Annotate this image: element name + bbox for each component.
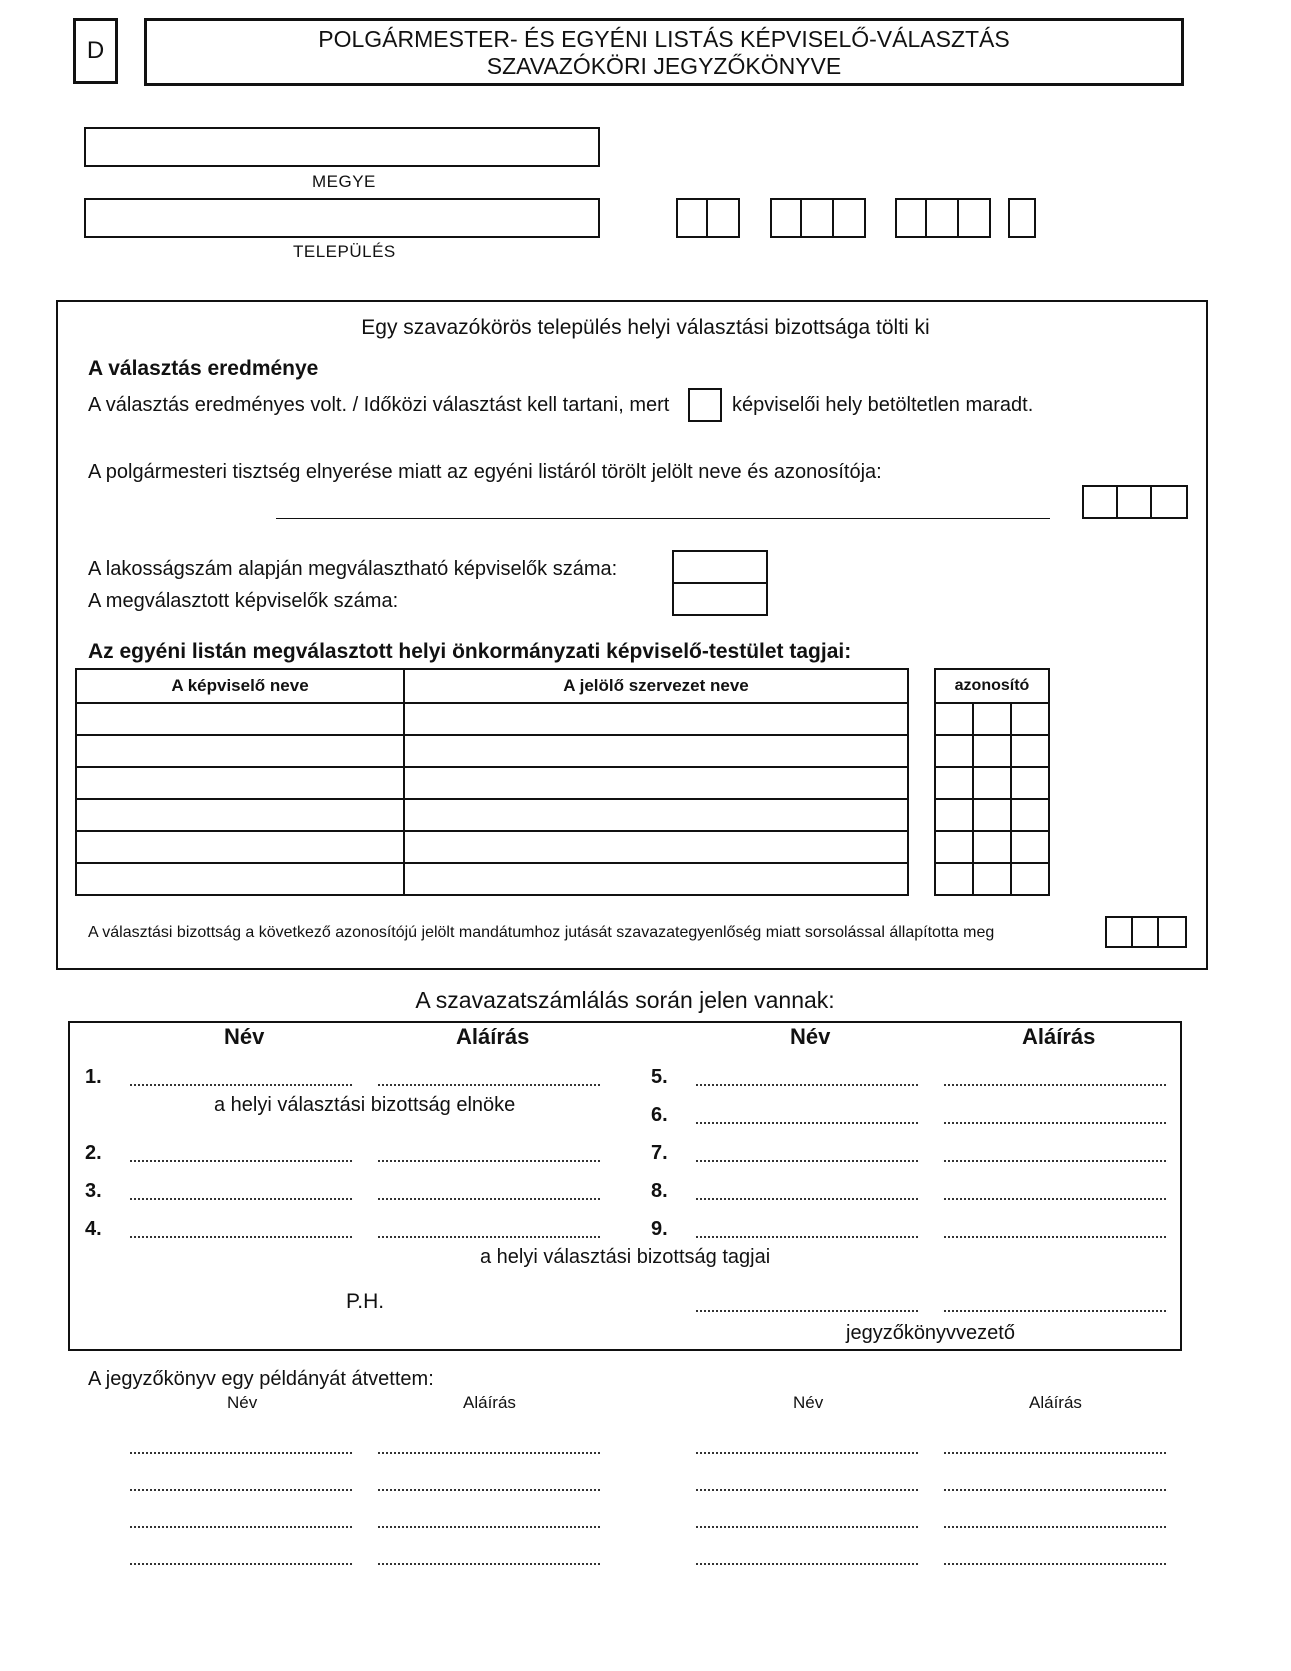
title-line-2: SZAVAZÓKÖRI JEGYZŐKÖNYVE [486, 53, 842, 79]
lottery-id-cells[interactable] [1105, 916, 1187, 948]
receipt-name-line[interactable] [696, 1452, 918, 1454]
county-label: MEGYE [312, 172, 376, 191]
receipt-signature-line[interactable] [944, 1526, 1166, 1528]
count-title: A szavazatszámlálás során jelen vannak: [415, 987, 835, 1013]
col-signature-left: Aláírás [456, 1024, 530, 1049]
table-row[interactable] [935, 863, 1049, 895]
member-number: 5. [651, 1066, 668, 1088]
table-row[interactable] [935, 799, 1049, 831]
receipt-signature-line[interactable] [944, 1563, 1166, 1565]
member-number: 4. [85, 1218, 102, 1240]
table-row[interactable] [935, 767, 1049, 799]
form-letter: D [86, 37, 105, 64]
table-row[interactable] [76, 863, 908, 895]
result-title: A választás eredménye [88, 357, 319, 380]
signature-line[interactable] [378, 1198, 600, 1200]
receipt-col-signature-left: Aláírás [463, 1393, 516, 1412]
signature-line[interactable] [378, 1160, 600, 1162]
members-caption: a helyi választási bizottság tagjai [480, 1246, 771, 1268]
count-section-frame [68, 1021, 1182, 1351]
deleted-candidate-id-cells[interactable] [1082, 485, 1188, 519]
table-row[interactable] [935, 703, 1049, 735]
receipt-col-signature-right: Aláírás [1029, 1393, 1082, 1412]
receipt-signature-line[interactable] [944, 1452, 1166, 1454]
name-line[interactable] [130, 1198, 352, 1200]
signature-line[interactable] [944, 1198, 1166, 1200]
signature-line[interactable] [378, 1236, 600, 1238]
receipt-name-line[interactable] [696, 1489, 918, 1491]
table-row[interactable] [76, 767, 908, 799]
signature-line[interactable] [944, 1160, 1166, 1162]
receipt-signature-line[interactable] [378, 1452, 600, 1454]
settlement-code-cells[interactable] [770, 198, 866, 238]
receipt-name-line[interactable] [130, 1452, 352, 1454]
member-number: 7. [651, 1142, 668, 1164]
deleted-candidate-name-line[interactable] [276, 518, 1050, 519]
receipt-name-line[interactable] [696, 1563, 918, 1565]
name-line[interactable] [130, 1160, 352, 1162]
name-line[interactable] [130, 1236, 352, 1238]
member-number: 9. [651, 1218, 668, 1240]
receipt-col-name-right: Név [793, 1393, 824, 1412]
name-line[interactable] [696, 1236, 918, 1238]
form-letter-box [73, 18, 118, 84]
receipt-name-line[interactable] [130, 1489, 352, 1491]
settlement-label: TELEPÜLÉS [293, 242, 396, 261]
table-row[interactable] [935, 735, 1049, 767]
table-row[interactable] [76, 735, 908, 767]
recorder-caption: jegyzőkönyvvezető [846, 1322, 1015, 1344]
result-line-before: A választás eredményes volt. / Időközi választást kell tartani, mert [88, 394, 670, 416]
name-line[interactable] [696, 1084, 918, 1086]
receipt-signature-line[interactable] [378, 1489, 600, 1491]
settlement-field[interactable] [84, 198, 600, 238]
receipt-title: A jegyzőkönyv egy példányát átvettem: [88, 1368, 434, 1390]
name-line[interactable] [130, 1084, 352, 1086]
county-code-cells[interactable] [676, 198, 740, 238]
member-number: 8. [651, 1180, 668, 1202]
receipt-signature-line[interactable] [378, 1563, 600, 1565]
member-number: 1. [85, 1066, 102, 1088]
col-id: azonosító [935, 669, 1049, 703]
signature-line[interactable] [944, 1122, 1166, 1124]
chair-caption: a helyi választási bizottság elnöke [214, 1094, 516, 1116]
check-digit-cell[interactable] [1008, 198, 1036, 238]
electable-count-label: A lakosságszám alapján megválasztható képviselők száma: [88, 558, 618, 580]
name-line[interactable] [696, 1122, 918, 1124]
receipt-signature-line[interactable] [378, 1526, 600, 1528]
signature-line[interactable] [378, 1084, 600, 1086]
electable-count-field[interactable] [672, 550, 768, 584]
recorder-signature-line[interactable] [944, 1310, 1166, 1312]
members-id-table [934, 668, 1050, 896]
receipt-name-line[interactable] [696, 1526, 918, 1528]
signature-line[interactable] [944, 1084, 1166, 1086]
table-row[interactable] [76, 799, 908, 831]
name-line[interactable] [696, 1160, 918, 1162]
receipt-name-line[interactable] [130, 1563, 352, 1565]
recorder-name-line[interactable] [696, 1310, 918, 1312]
members-title: Az egyéni listán megválasztott helyi önkormányzati képviselő-testület tagjai: [88, 640, 852, 663]
lottery-note: A választási bizottság a következő azonosítójú jelölt mandátumhoz jutását szavazategyenlőség miatt sorsolással állapította meg [88, 924, 995, 941]
district-code-cells[interactable] [895, 198, 991, 238]
receipt-col-name-left: Név [227, 1393, 258, 1412]
results-heading: Egy szavazókörös település helyi választási bizottsága tölti ki [361, 316, 930, 339]
col-representative-name: A képviselő neve [76, 669, 404, 703]
signature-line[interactable] [944, 1236, 1166, 1238]
vacant-seats-field[interactable] [688, 388, 722, 422]
col-nominating-org: A jelölő szervezet neve [404, 669, 908, 703]
county-field[interactable] [84, 127, 600, 167]
receipt-signature-line[interactable] [944, 1489, 1166, 1491]
receipt-name-line[interactable] [130, 1526, 352, 1528]
table-row[interactable] [76, 703, 908, 735]
elected-count-field[interactable] [672, 582, 768, 616]
col-name-left: Név [224, 1024, 265, 1049]
table-row[interactable] [76, 831, 908, 863]
members-table [75, 668, 909, 896]
title-line-1: POLGÁRMESTER- ÉS EGYÉNI LISTÁS KÉPVISELŐ-VÁLASZTÁS [318, 26, 1010, 52]
title-box [144, 18, 1184, 86]
col-signature-right: Aláírás [1022, 1024, 1096, 1049]
result-line-after: képviselői hely betöltetlen maradt. [732, 394, 1034, 416]
table-row[interactable] [935, 831, 1049, 863]
stamp-label: P.H. [346, 1290, 385, 1313]
member-number: 3. [85, 1180, 102, 1202]
elected-count-label: A megválasztott képviselők száma: [88, 590, 399, 612]
col-name-right: Név [790, 1024, 831, 1049]
deleted-candidate-label: A polgármesteri tisztség elnyerése miatt az egyéni listáról törölt jelölt neve és azonosítója: [88, 461, 882, 483]
name-line[interactable] [696, 1198, 918, 1200]
member-number: 2. [85, 1142, 102, 1164]
member-number: 6. [651, 1104, 668, 1126]
